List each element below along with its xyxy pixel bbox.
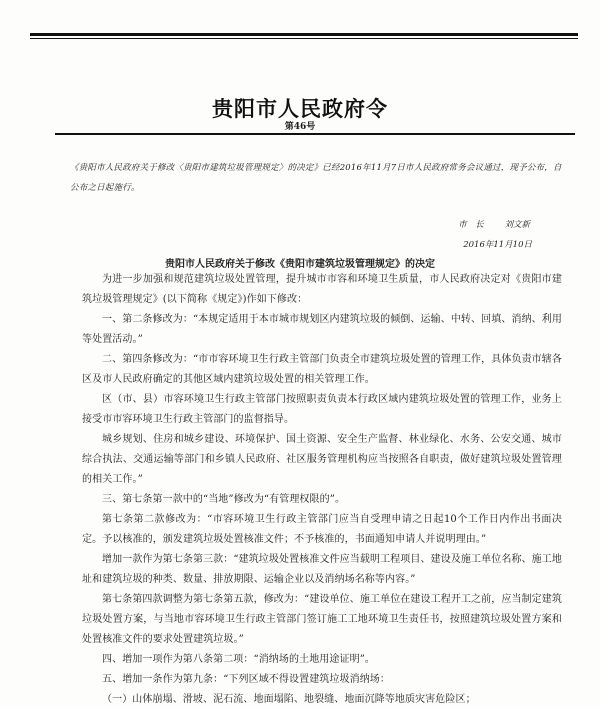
paragraph: 二、第四条修改为：“市市容环境卫生行政主管部门负责全市建筑垃圾处置的管理工作，具体负责市辖各区及市人民政府确定的其他区域内建筑垃圾处置的相关管理工作。	[82, 354, 562, 385]
signature-date: 2016年11月10日	[463, 240, 532, 250]
top-rule-thick	[30, 33, 578, 36]
signature-name: 刘文新	[504, 220, 530, 230]
publication-notice: 《贵阳市人民政府关于修改〈贵阳市建筑垃圾管理规定〉的决定》已经2016年11月7日市人民政府常务会议通过，现予公布，自公布之日起施行。	[70, 163, 562, 193]
paragraph: 第七条第二款修改为：“市容环境卫生行政主管部门应当自受理申请之日起10个工作日内作出书面决定。予以核准的，颁发建筑垃圾处置核准文件；不予核准的，书面通知申请人并说明理由。”	[82, 514, 562, 545]
title-divider	[55, 133, 575, 135]
order-number: 第46号	[284, 122, 316, 132]
top-rule-thin	[30, 38, 578, 39]
page-title: 贵阳市人民政府令	[212, 96, 388, 121]
paragraph: 四、增加一项作为第八条第二项：“消纳场的土地用途证明”。	[102, 654, 376, 665]
document-body	[82, 270, 562, 705]
signature-position: 市 长	[458, 220, 484, 230]
paragraph: 为进一步加强和规范建筑垃圾处置管理，提升城市市容和环境卫生质量，市人民政府决定对《贵阳市建筑垃圾管理规定》(以下简称《规定》)作如下修改：	[82, 274, 562, 305]
signature-line	[440, 218, 530, 230]
decision-title: 贵阳市人民政府关于修改《贵阳市建筑垃圾管理规定》的决定	[165, 259, 435, 270]
paragraph: 五、增加一条作为第九条：“下列区域不得设置建筑垃圾消纳场：	[102, 674, 391, 685]
paragraph: 城乡规划、住房和城乡建设、环境保护、国土资源、安全生产监督、林业绿化、水务、公安交通、城市综合执法、交通运输等部门和乡镇人民政府、社区服务管理机构应当按照各自职责，做好建筑垃圾处置管理的相关工作。”	[82, 434, 562, 485]
paragraph: 一、第二条修改为：“本规定适用于本市城市规划区内建筑垃圾的倾倒、运输、中转、回填、消纳、利用等处置活动。”	[82, 314, 562, 345]
paragraph: 三、第七条第一款中的“当地”修改为“有管理权限的”。	[102, 494, 346, 505]
paragraph: 第七条第四款调整为第七条第五款，修改为：“建设单位、施工单位在建设工程开工之前，应当制定建筑垃圾处置方案，与当地市容环境卫生行政主管部门签订施工工地环境卫生责任书，按照建筑垃圾处置方案和处置核准文件的要求处置建筑垃圾。”	[82, 594, 562, 645]
paragraph: 区（市、县）市容环境卫生行政主管部门按照职责负责本行政区域内建筑垃圾处置的管理工作，业务上接受市市容环境卫生行政主管部门的监督指导。	[82, 394, 562, 425]
paragraph: （一）山体崩塌、滑坡、泥石流、地面塌陷、地裂缝、地面沉降等地质灾害危险区；	[102, 694, 476, 705]
paragraph: 增加一款作为第七条第三款：“建筑垃圾处置核准文件应当载明工程项目、建设及施工单位名称、施工地址和建筑垃圾的种类、数量、排放期限、运输企业以及消纳场名称等内容。”	[82, 554, 562, 585]
